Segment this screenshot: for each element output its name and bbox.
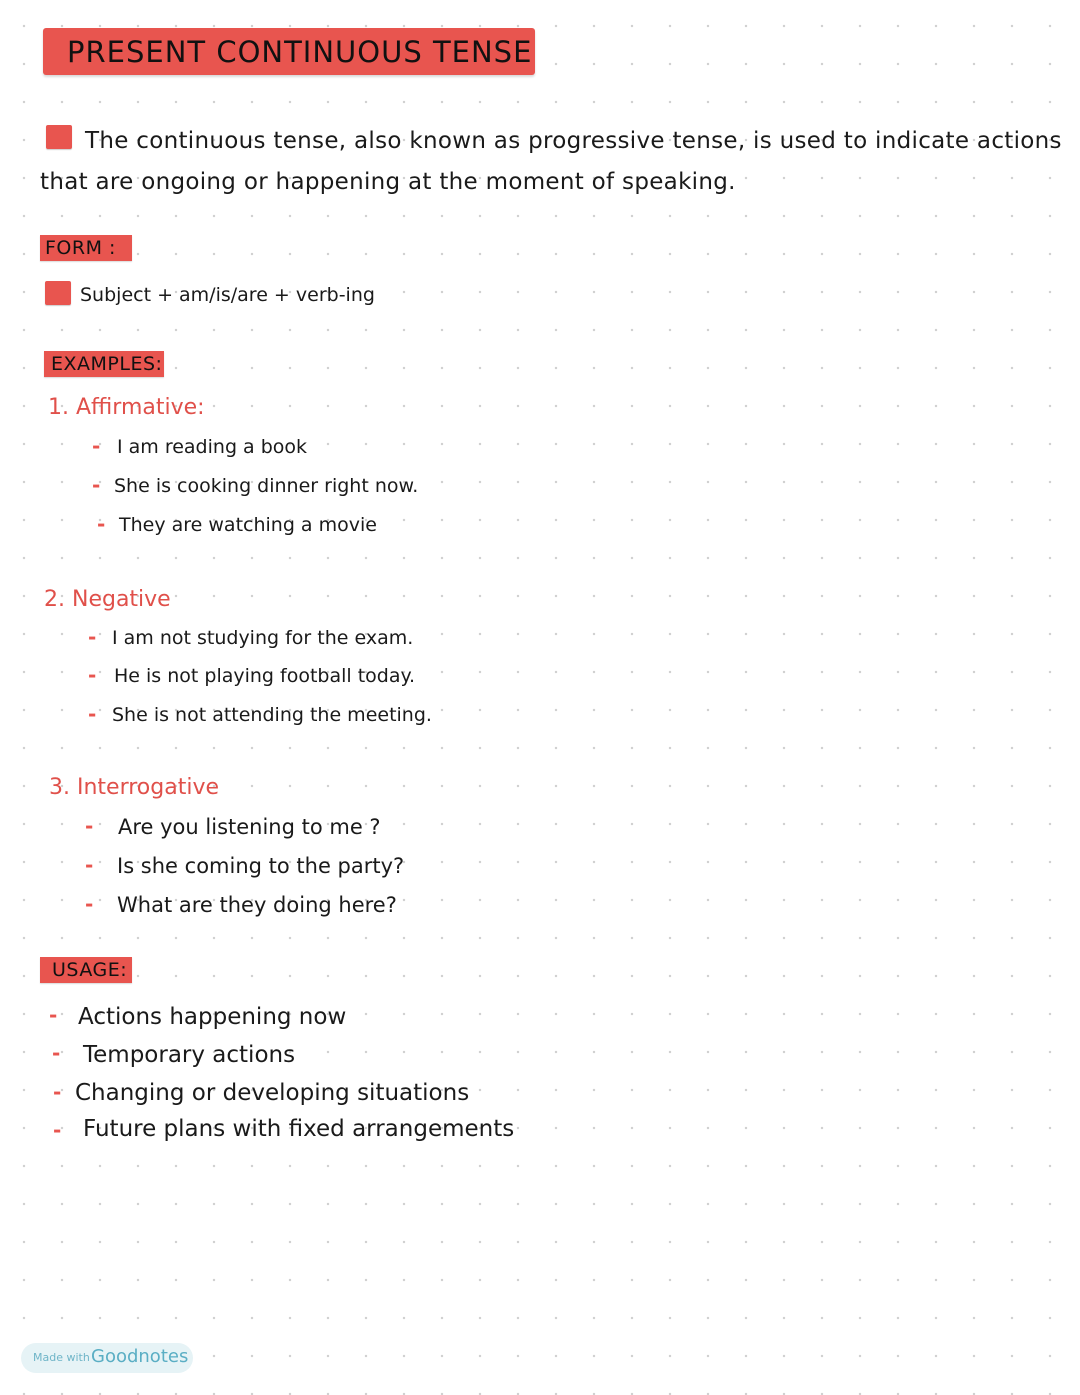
watermark-prefix: Made with	[33, 1351, 90, 1364]
watermark-brand: Goodnotes	[91, 1346, 189, 1367]
dash-icon: -	[85, 892, 94, 916]
list-item: Is she coming to the party?	[117, 854, 405, 878]
dash-icon: -	[88, 663, 97, 687]
list-item: I am not studying for the exam.	[112, 627, 414, 649]
dash-icon: -	[88, 702, 97, 726]
dash-icon: -	[85, 814, 94, 838]
list-item: She is cooking dinner right now.	[114, 475, 419, 497]
list-item: He is not playing football today.	[114, 665, 416, 687]
dash-icon: -	[52, 1041, 61, 1065]
form-formula: Subject + am/is/are + verb-ing	[80, 284, 375, 306]
usage-item: Future plans with fixed arrangements	[83, 1116, 515, 1142]
interrogative-heading: 3. Interrogative	[49, 775, 219, 800]
form-label: FORM :	[45, 237, 116, 259]
bullet-square-icon	[45, 281, 71, 305]
list-item: What are they doing here?	[117, 893, 397, 917]
dash-icon: -	[88, 625, 97, 649]
usage-item: Changing or developing situations	[75, 1080, 470, 1106]
page-title: PRESENT CONTINUOUS TENSE	[67, 35, 533, 69]
usage-item: Actions happening now	[78, 1004, 347, 1030]
list-item: They are watching a movie	[119, 514, 377, 536]
usage-label: USAGE:	[52, 959, 128, 981]
intro-line-1: The continuous tense, also known as progressive tense, is used to indicate actions	[85, 128, 1062, 154]
negative-heading: 2. Negative	[44, 587, 171, 612]
dash-icon: -	[53, 1118, 62, 1142]
dash-icon: -	[49, 1003, 58, 1027]
usage-item: Temporary actions	[83, 1042, 296, 1068]
bullet-square-icon	[46, 125, 72, 149]
dash-icon: -	[85, 853, 94, 877]
dash-icon: -	[53, 1080, 62, 1104]
dash-icon: -	[92, 434, 101, 458]
affirmative-heading: 1. Affirmative:	[48, 395, 205, 420]
intro-line-2: that are ongoing or happening at the moment of speaking.	[40, 169, 736, 195]
list-item: I am reading a book	[117, 436, 308, 458]
dash-icon: -	[97, 512, 106, 536]
list-item: Are you listening to me ?	[118, 815, 381, 839]
dash-icon: -	[92, 473, 101, 497]
list-item: She is not attending the meeting.	[112, 704, 432, 726]
examples-label: EXAMPLES:	[51, 353, 163, 375]
